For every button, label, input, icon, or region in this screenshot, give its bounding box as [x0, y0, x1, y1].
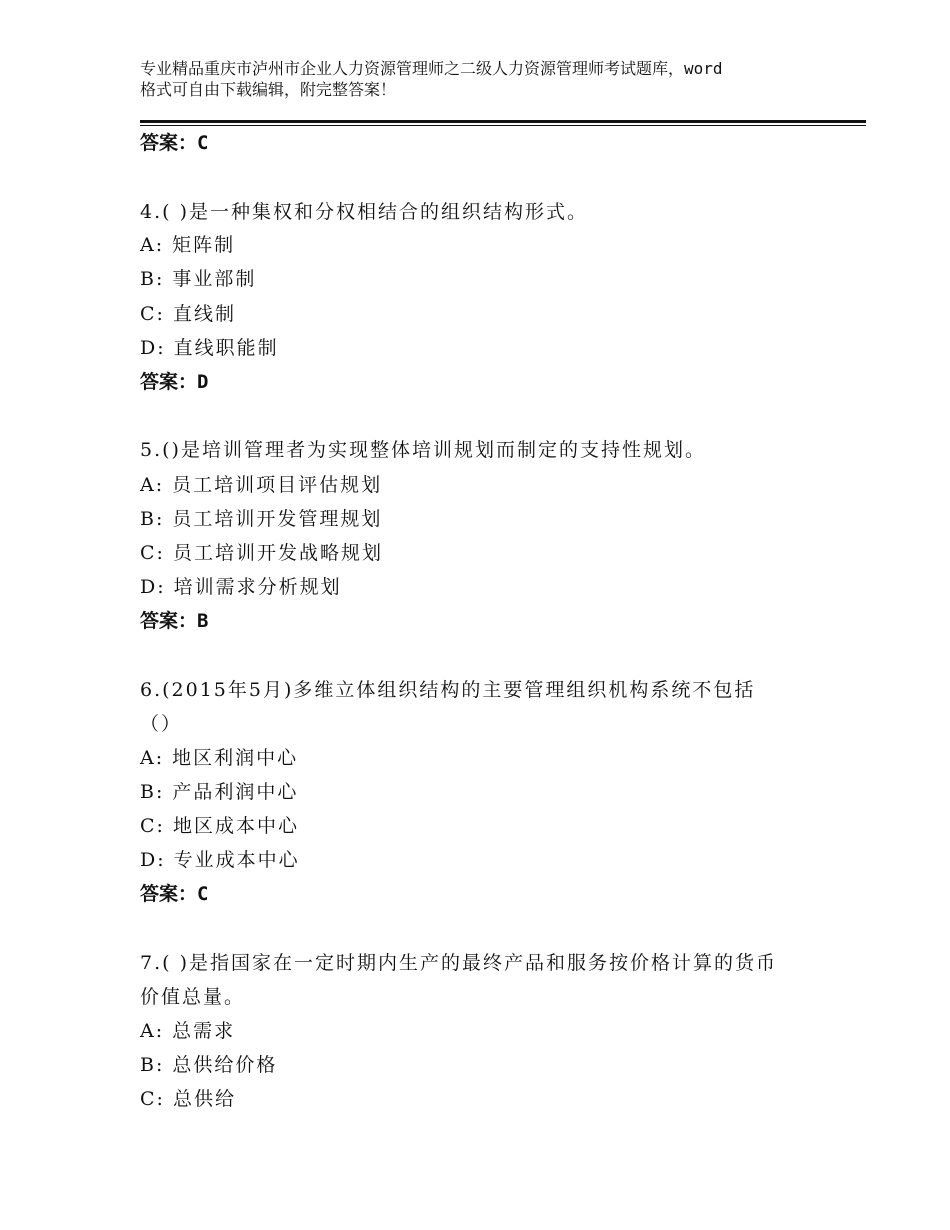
answer-q6: 答案：C: [140, 883, 209, 905]
question-4-option-c: C: 直线制: [140, 303, 236, 325]
question-5-option-a: A: 员工培训项目评估规划: [140, 474, 383, 496]
question-7-option-a: A: 总需求: [140, 1020, 236, 1042]
question-5-stem: 5.()是培训管理者为实现整体培训规划而制定的支持性规划。: [140, 439, 706, 461]
question-7-stem-line-2: 价值总量。: [140, 986, 246, 1008]
question-5-option-d: D: 培训需求分析规划: [140, 576, 342, 598]
question-6-option-c: C: 地区成本中心: [140, 815, 299, 837]
answer-q4: 答案：D: [140, 371, 209, 393]
question-7-option-b: B: 总供给价格: [140, 1054, 278, 1076]
question-7-stem-line-1: 7.( )是指国家在一定时期内生产的最终产品和服务按价格计算的货币: [140, 952, 777, 974]
question-6-stem-line-1: 6.(2015年5月)多维立体组织结构的主要管理组织机构系统不包括: [140, 679, 756, 701]
header-rule-thick: [140, 120, 866, 123]
question-6-option-b: B: 产品利润中心: [140, 781, 299, 803]
question-7-option-c: C: 总供给: [140, 1088, 236, 1110]
answer-q5: 答案：B: [140, 610, 209, 632]
question-6-stem-line-2: （）: [140, 713, 183, 735]
question-4-option-b: B: 事业部制: [140, 268, 257, 290]
question-6-option-d: D: 专业成本中心: [140, 849, 300, 871]
header-line-1: 专业精品重庆市泸州市企业人力资源管理师之二级人力资源管理师考试题库，word: [140, 59, 723, 78]
question-6-option-a: A: 地区利润中心: [140, 747, 299, 769]
question-4-option-a: A: 矩阵制: [140, 234, 236, 256]
question-5-option-c: C: 员工培训开发战略规划: [140, 542, 383, 564]
question-5-option-b: B: 员工培训开发管理规划: [140, 508, 383, 530]
header-line-2: 格式可自由下载编辑，附完整答案！: [140, 80, 397, 99]
question-4-stem: 4.( )是一种集权和分权相结合的组织结构形式。: [140, 201, 588, 223]
answer-q3: 答案：C: [140, 132, 209, 154]
header-rule-thin: [140, 125, 866, 126]
question-4-option-d: D: 直线职能制: [140, 337, 279, 359]
document-header: [140, 58, 830, 100]
